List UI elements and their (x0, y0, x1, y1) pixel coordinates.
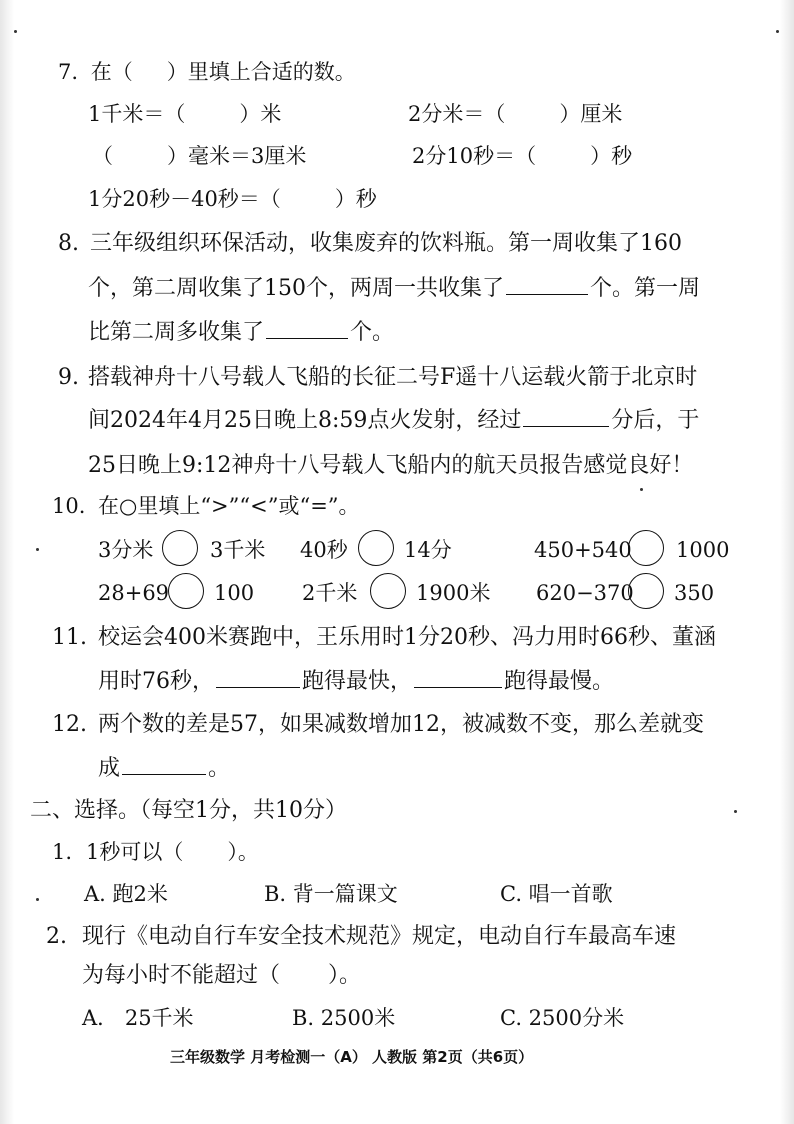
scan-speck (776, 30, 779, 33)
q7-stem-start: 在（ (90, 60, 133, 84)
compare-right: 1900米 (416, 581, 491, 605)
scan-edge-right (780, 0, 794, 1124)
q12-line1: 两个数的差是57，如果减数增加12，被减数不变，那么差就变 (98, 712, 704, 737)
answer-blank[interactable] (523, 426, 609, 427)
q11-number: 11. (52, 625, 87, 650)
s2q2-line1: 现行《电动自行车安全技术规范》规定，电动自行车最高车速 (82, 924, 677, 949)
choice-option-c[interactable]: C. 唱一首歌 (500, 882, 613, 906)
s2q1-number: 1. (52, 840, 73, 864)
compare-left: 28+69 (98, 581, 170, 605)
q12-number: 12. (52, 712, 87, 737)
question-number: 7. (58, 60, 79, 84)
q8-line3: 比第二周多收集了 个。 (88, 320, 395, 345)
q7-item-c: （ ）毫米＝3厘米 (92, 144, 307, 168)
compare-left: 2千米 (302, 581, 358, 605)
q8-line2: 个，第二周收集了150个，两周一共收集了 个。第一周 (88, 276, 701, 301)
s2q2-number: 2. (46, 924, 67, 949)
compare-left: 620−370 (536, 581, 634, 605)
choice-option-b[interactable]: B. 背一篇课文 (264, 882, 398, 906)
q10-number: 10. (52, 494, 86, 518)
q9-line3: 25日晚上9:12神舟十八号载人飞船内的航天员报告感觉良好！ (88, 453, 694, 478)
q7-item-d: 2分10秒＝（ ）秒 (412, 144, 633, 168)
s2q2-line2: 为每小时不能超过（ ）。 (82, 963, 362, 988)
compare-right: 14分 (404, 538, 452, 562)
compare-right: 1000 (676, 538, 730, 562)
compare-right: 3千米 (210, 538, 266, 562)
compare-left: 3分米 (98, 538, 154, 562)
q8-number: 8. (58, 231, 79, 256)
answer-blank[interactable] (216, 687, 300, 688)
page-footer: 三年级数学 月考检测一（A） 人教版 第2页（共6页） (170, 1048, 534, 1066)
q7-stem (58, 62, 356, 83)
q9-line1: 搭载神舟十八号载人飞船的长征二号F遥十八运载火箭于北京时 (88, 365, 698, 390)
scan-speck (36, 548, 39, 551)
compare-left: 40秒 (300, 538, 348, 562)
compare-circle[interactable] (628, 573, 664, 609)
q12-line2: 成 。 (98, 756, 231, 781)
q7-item-b: 2分米＝（ ）厘米 (408, 102, 623, 126)
q9-line2: 间2024年4月25日晚上8:59点火发射，经过 分后，于 (88, 408, 700, 433)
answer-blank[interactable] (506, 294, 588, 295)
choice-option-a[interactable]: A. 跑2米 (84, 882, 168, 906)
choice-option-c[interactable]: C. 2500分米 (500, 1006, 625, 1030)
scan-speck (36, 898, 39, 901)
answer-blank[interactable] (266, 338, 348, 339)
compare-circle[interactable] (358, 530, 394, 566)
section-title: 二、选择。（每空1分，共10分） (30, 798, 347, 823)
choice-option-b[interactable]: B. 2500米 (292, 1006, 396, 1030)
compare-right: 100 (214, 581, 255, 605)
scan-speck (14, 30, 17, 33)
q11-line2: 用时76秒， 跑得最快， 跑得最慢。 (98, 669, 615, 694)
s2q1-stem: 1秒可以（ ）。 (86, 840, 259, 864)
q8-line1: 三年级组织环保活动，收集废弃的饮料瓶。第一周收集了160 (90, 231, 682, 256)
compare-circle[interactable] (162, 530, 198, 566)
q7-item-e: 1分20秒－40秒＝（ ）秒 (88, 187, 377, 211)
compare-left: 450+540 (534, 538, 632, 562)
compare-circle[interactable] (370, 573, 406, 609)
q10-stem: 在○里填上“>”“<”或“=”。 (98, 494, 360, 518)
choice-option-a[interactable]: A． 25千米 (82, 1006, 194, 1030)
q9-number: 9. (58, 365, 79, 390)
scan-speck (734, 810, 737, 813)
scan-speck (640, 488, 643, 491)
answer-blank[interactable] (414, 687, 502, 688)
compare-right: 350 (674, 581, 715, 605)
compare-circle[interactable] (628, 530, 664, 566)
q11-line1: 校运会400米赛跑中，王乐用时1分20秒、冯力用时66秒、董涵 (98, 625, 716, 650)
q7-item-a: 1千米＝（ ）米 (88, 102, 282, 126)
answer-blank[interactable] (122, 774, 206, 775)
compare-circle[interactable] (168, 573, 204, 609)
q7-stem-end: ）里填上合适的数。 (166, 60, 356, 84)
scan-edge-left (0, 0, 14, 1124)
